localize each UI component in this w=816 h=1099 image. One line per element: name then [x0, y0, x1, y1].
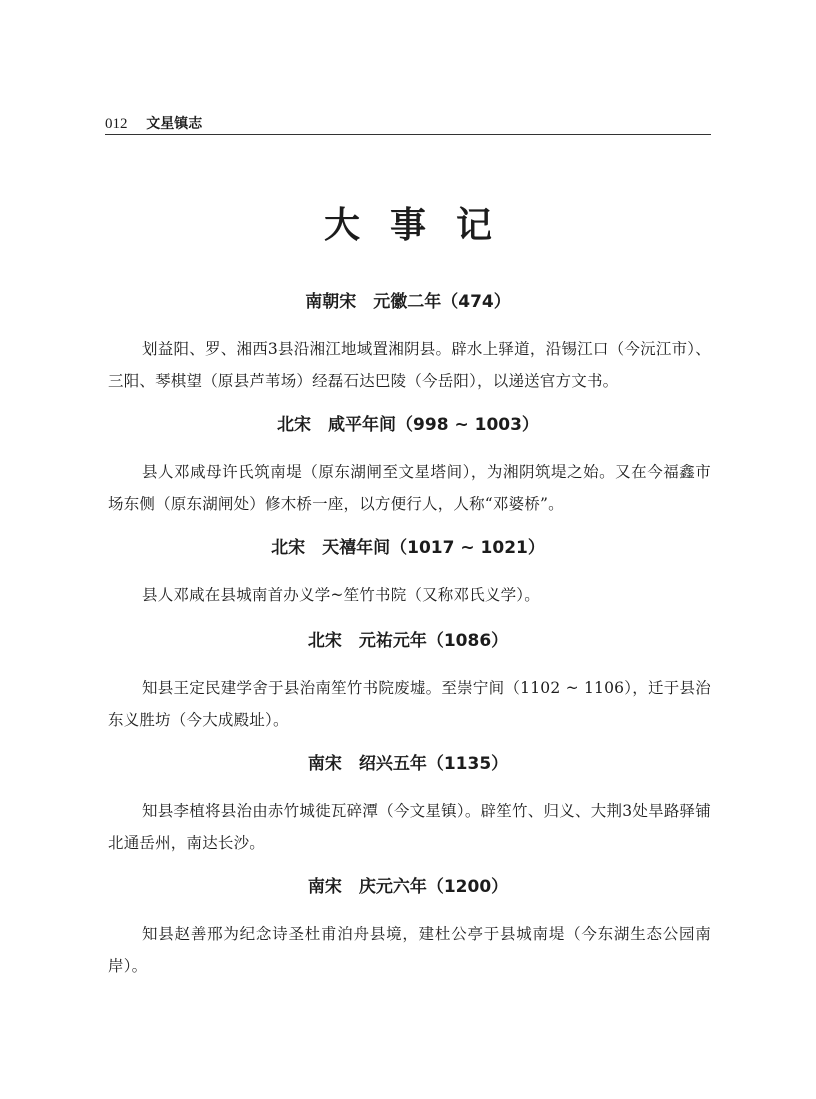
page-title: 大事记 — [323, 204, 522, 246]
running-header — [105, 114, 711, 135]
entry-text: 知县赵善邢为纪念诗圣杜甫泊舟县境，建杜公亭于县城南堤（今东湖生态公园南岸）。 — [108, 925, 711, 975]
entry-text: 县人邓咸在县城南首办义学~笙竹书院（又称邓氏义学）。 — [142, 586, 540, 604]
book-title: 文星镇志 — [146, 116, 203, 132]
entry-text: 县人邓咸母许氏筑南堤（原东湖闸至文星塔间），为湘阴筑堤之始。又在今福鑫市场东侧（原东湖闸处）修木桥一座，以方便行人，人称“邓婆桥”。 — [108, 463, 711, 513]
entry-heading: 北宋 咸平年间（998 ~ 1003） — [277, 415, 539, 435]
entry-heading: 南宋 绍兴五年（1135） — [307, 754, 509, 774]
entry-text: 划益阳、罗、湘西3县沿湘江地域置湘阴县。辟水上驿道，沿锡江口（今沅江市）、三阳、琴棋望（原县芦苇场）经磊石达巴陵（今岳阳），以递送官方文书。 — [108, 340, 711, 390]
entry-heading: 南宋 庆元六年（1200） — [307, 877, 509, 897]
page-number: 012 — [105, 116, 128, 132]
entry-text: 知县李植将县治由赤竹城徙瓦碎潭（今文星镇）。辟笙竹、归义、大荆3处旱路驿铺北通岳州，南达长沙。 — [108, 802, 711, 852]
entry-heading: 北宋 元祐元年（1086） — [307, 631, 509, 651]
entry-heading: 南朝宋 元徽二年（474） — [305, 292, 511, 312]
entry-text: 知县王定民建学舍于县治南笙竹书院废墟。至崇宁间（1102 ~ 1106），迁于县治东义胜坊（今大成殿址）。 — [108, 679, 711, 729]
entry-heading: 北宋 天禧年间（1017 ~ 1021） — [271, 538, 545, 558]
